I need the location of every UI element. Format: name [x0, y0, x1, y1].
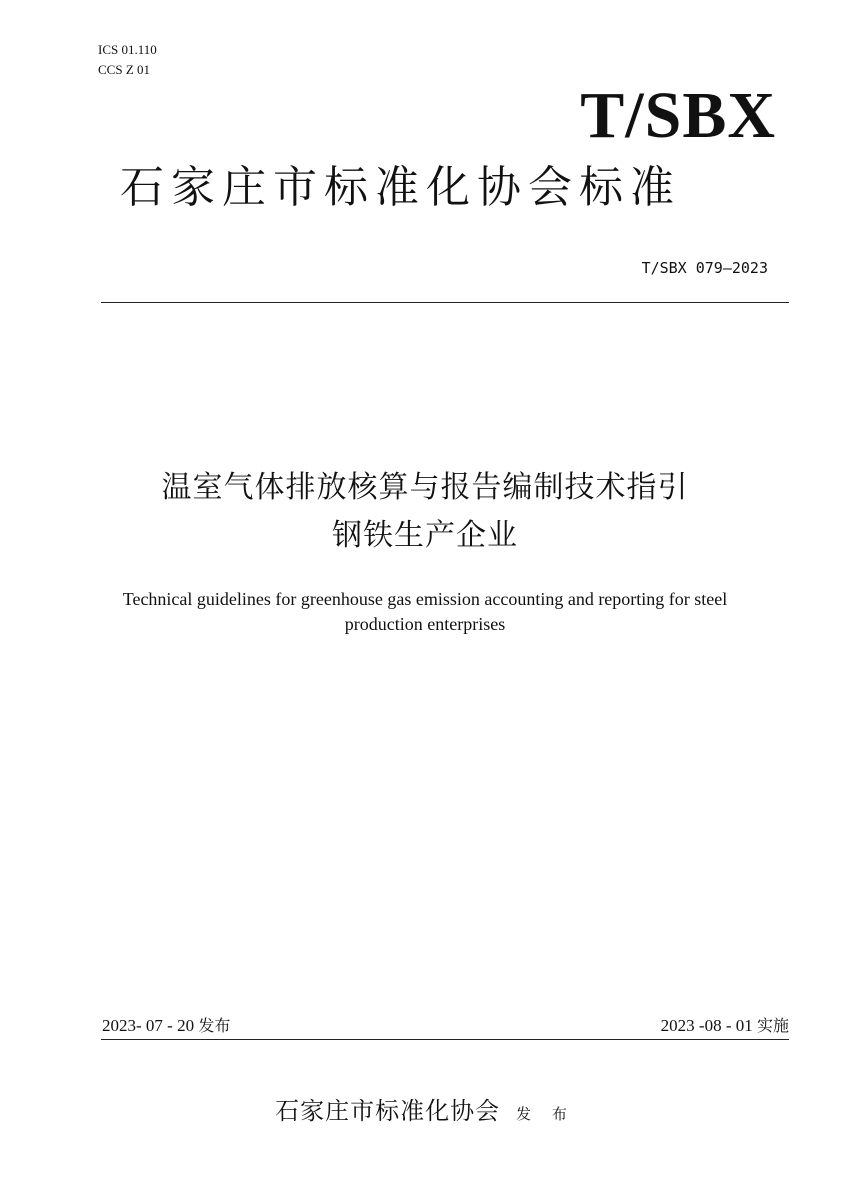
issue-date-label: 发布 [198, 1016, 231, 1035]
publisher-name: 石家庄市标准化协会 [275, 1097, 501, 1125]
publisher-line [0, 1094, 850, 1131]
title-chinese-line-1: 温室气体排放核算与报告编制技术指引 [161, 470, 689, 505]
top-divider [101, 302, 789, 303]
standard-code-logo: T/SBX [580, 79, 776, 152]
bottom-divider [101, 1039, 789, 1040]
standard-number: T/SBX 079—2023 [641, 259, 768, 277]
title-chinese-line-2: 钢铁生产企业 [332, 518, 518, 553]
implementation-date-value: 2023 -08 - 01 [660, 1016, 753, 1035]
publish-label: 发 布 [516, 1105, 575, 1123]
implementation-date-label: 实施 [756, 1016, 789, 1035]
issue-date [102, 1014, 230, 1038]
organization-standard-title: 石家庄市标准化协会标准 [120, 162, 681, 213]
issue-date-value: 2023- 07 - 20 [102, 1016, 195, 1035]
implementation-date [661, 1014, 789, 1038]
ics-code: ICS 01.110 [98, 42, 157, 57]
ccs-code: CCS Z 01 [98, 62, 151, 77]
title-english-line-1: Technical guidelines for greenhouse gas emission accounting and reporting for steel [122, 589, 728, 609]
title-english-line-2: production enterprises [344, 614, 506, 634]
